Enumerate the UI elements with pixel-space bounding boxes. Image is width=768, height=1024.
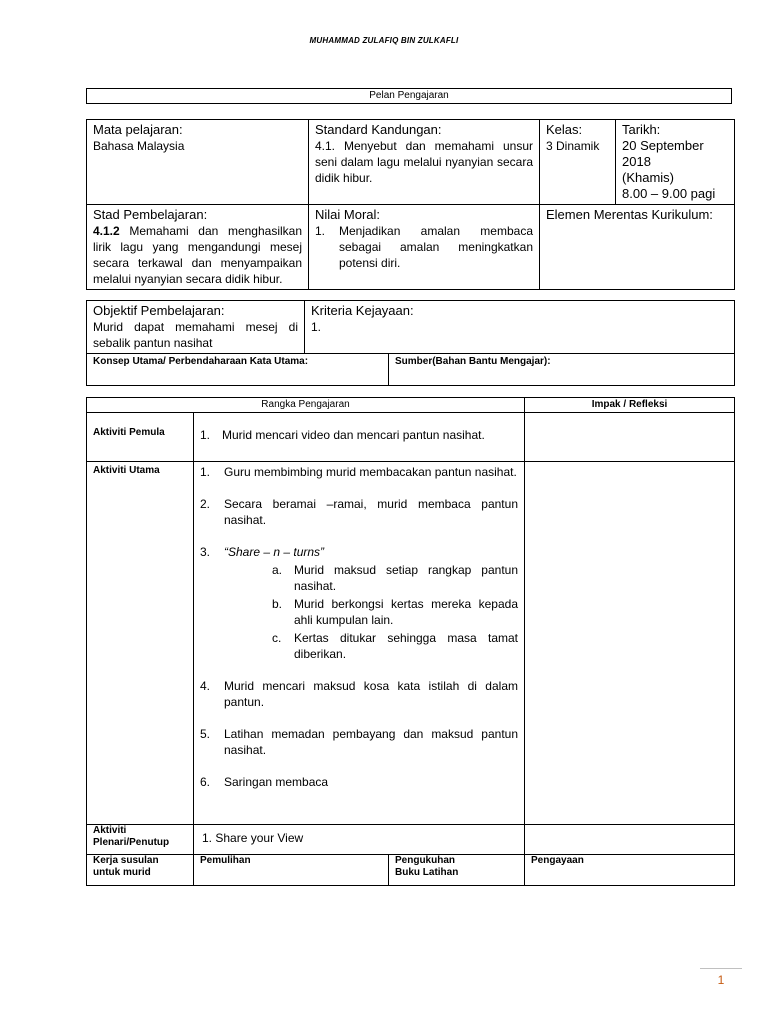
pengayaan-label: Pengayaan (531, 855, 584, 866)
utama-subnum-a: a. (272, 563, 283, 577)
utama-num-2: 2. (200, 497, 211, 511)
title-box (86, 88, 732, 104)
nilai-moral-item (315, 223, 533, 271)
plan-table (86, 397, 735, 886)
document-title: Pelan Pengajaran (87, 89, 732, 104)
pemulihan-label: Pemulihan (200, 855, 251, 866)
stad-pembelajaran-cell (87, 205, 309, 290)
utama-num-1: 1. (200, 465, 211, 479)
utama-item-3 (200, 544, 518, 662)
plenari-label-cell (87, 825, 194, 855)
kerja-label-1: Kerja susulan (93, 855, 159, 866)
kerja-label-2: untuk murid (93, 867, 151, 878)
utama-subitem-b (224, 596, 518, 628)
utama-subtext-a: Murid maksud setiap rangkap pantun nasihat. (294, 563, 518, 593)
kerja-label-cell (87, 855, 194, 886)
standard-kandungan-cell (309, 120, 540, 205)
plenari-impak-cell (525, 825, 735, 855)
pemula-num: 1. (200, 428, 211, 442)
kelas-cell (540, 120, 616, 205)
utama-item-4 (200, 678, 518, 710)
mata-pelajaran-cell (87, 120, 309, 205)
konsep-label: Konsep Utama/ Perbendaharaan Kata Utama: (93, 356, 309, 367)
utama-impak-cell (525, 462, 735, 825)
utama-subnum-c: c. (272, 631, 282, 645)
pengukuhan-label-2: Buku Latihan (395, 867, 459, 878)
kelas-label: Kelas: (546, 122, 583, 137)
plenari-item (200, 830, 518, 846)
kriteria-label: Kriteria Kejayaan: (311, 303, 414, 318)
konsep-cell (87, 354, 389, 386)
pemula-impak-cell (525, 413, 735, 462)
info-table (86, 119, 735, 290)
pemula-label: Aktiviti Pemula (93, 427, 165, 438)
plenari-text: Share your View (215, 831, 304, 845)
utama-num-6: 6. (200, 775, 211, 789)
tarikh-day: (Khamis) (622, 170, 675, 185)
kriteria-text: 1. (311, 320, 322, 334)
stad-pembelajaran-value (93, 223, 302, 287)
utama-sublist (224, 562, 518, 662)
stad-text: Memahami dan menghasilkan lirik lagu yang mengandungi mesej secara terkawal dan menyampaikan melalui nyanyian secara didik hibur. (93, 224, 302, 286)
pemula-content-cell (194, 413, 525, 462)
elemen-merentas-cell (540, 205, 735, 290)
tarikh-date: 20 September 2018 (622, 138, 704, 169)
utama-num-3: 3. (200, 545, 211, 559)
utama-text-2: Secara beramai –ramai, murid membaca pantun nasihat. (224, 497, 518, 527)
utama-num-5: 5. (200, 727, 211, 741)
pengukuhan-cell (389, 855, 525, 886)
utama-label: Aktiviti Utama (93, 465, 160, 476)
nilai-moral-label: Nilai Moral: (315, 207, 381, 222)
stad-code: 4.1.2 (93, 224, 120, 238)
kriteria-cell (305, 301, 735, 354)
pemulihan-cell (194, 855, 389, 886)
utama-content-cell (194, 462, 525, 825)
utama-subitem-c (224, 630, 518, 662)
sumber-cell (389, 354, 735, 386)
tarikh-label: Tarikh: (622, 122, 661, 137)
utama-subnum-b: b. (272, 597, 283, 611)
utama-subitem-a (224, 562, 518, 594)
pemula-text: Murid mencari video dan mencari pantun nasihat. (222, 428, 485, 442)
utama-num-4: 4. (200, 679, 211, 693)
sumber-label: Sumber(Bahan Bantu Mengajar): (395, 356, 551, 367)
mata-pelajaran-value: Bahasa Malaysia (93, 139, 185, 153)
kelas-value: 3 Dinamik (546, 139, 600, 153)
nilai-moral-text: Menjadikan amalan membaca sebagai amalan meningkatkan potensi diri. (339, 224, 533, 270)
utama-text-5: Latihan memadan pembayang dan maksud pantun nasihat. (224, 727, 518, 757)
utama-text-1: Guru membimbing murid membacakan pantun nasihat. (224, 465, 517, 479)
plenari-num: 1. (202, 831, 213, 845)
utama-text-4: Murid mencari maksud kosa kata istilah di dalam pantun. (224, 679, 518, 709)
utama-list (200, 464, 518, 790)
utama-subtext-b: Murid berkongsi kertas mereka kepada ahli kumpulan lain. (294, 597, 518, 627)
nilai-moral-num: 1. (315, 224, 326, 238)
elemen-merentas-label: Elemen Merentas Kurikulum: (546, 207, 713, 222)
plenari-label-2: Plenari/Penutup (93, 837, 170, 848)
standard-kandungan-value: 4.1. Menyebut dan memahami unsur seni dalam lagu melalui nyanyian secara didik hibur. (315, 139, 533, 185)
footer-divider (700, 968, 742, 969)
mata-pelajaran-label: Mata pelajaran: (93, 122, 183, 137)
utama-subtext-c: Kertas ditukar sehingga masa tamat diberikan. (294, 631, 518, 661)
impak-header: Impak / Refleksi (525, 398, 735, 413)
tarikh-cell (616, 120, 735, 205)
pemula-item (200, 427, 518, 443)
nilai-moral-cell (309, 205, 540, 290)
page-number: 1 (717, 973, 725, 987)
objektif-label: Objektif Pembelajaran: (93, 303, 225, 318)
utama-label-cell (87, 462, 194, 825)
rangka-header: Rangka Pengajaran (87, 398, 525, 413)
utama-text-6: Saringan membaca (224, 775, 329, 789)
stad-pembelajaran-label: Stad Pembelajaran: (93, 207, 208, 222)
utama-item-1 (200, 464, 518, 480)
pengukuhan-label-1: Pengukuhan (395, 855, 456, 866)
utama-item-2 (200, 496, 518, 528)
utama-text-3: “Share – n – turns” (224, 545, 325, 559)
pengayaan-cell (525, 855, 735, 886)
document-header-author: MUHAMMAD ZULAFIQ BIN ZULKAFLI (309, 36, 459, 45)
pemula-label-cell (87, 413, 194, 462)
objektif-text: Murid dapat memahami mesej di sebalik pantun nasihat (93, 320, 298, 350)
plenari-label-1: Aktiviti (93, 825, 127, 836)
plenari-content-cell (194, 825, 525, 855)
utama-item-6 (200, 774, 518, 790)
objektif-cell (87, 301, 305, 354)
standard-kandungan-label: Standard Kandungan: (315, 122, 442, 137)
tarikh-time: 8.00 – 9.00 pagi (622, 186, 716, 201)
objective-table (86, 300, 735, 386)
utama-item-5 (200, 726, 518, 758)
